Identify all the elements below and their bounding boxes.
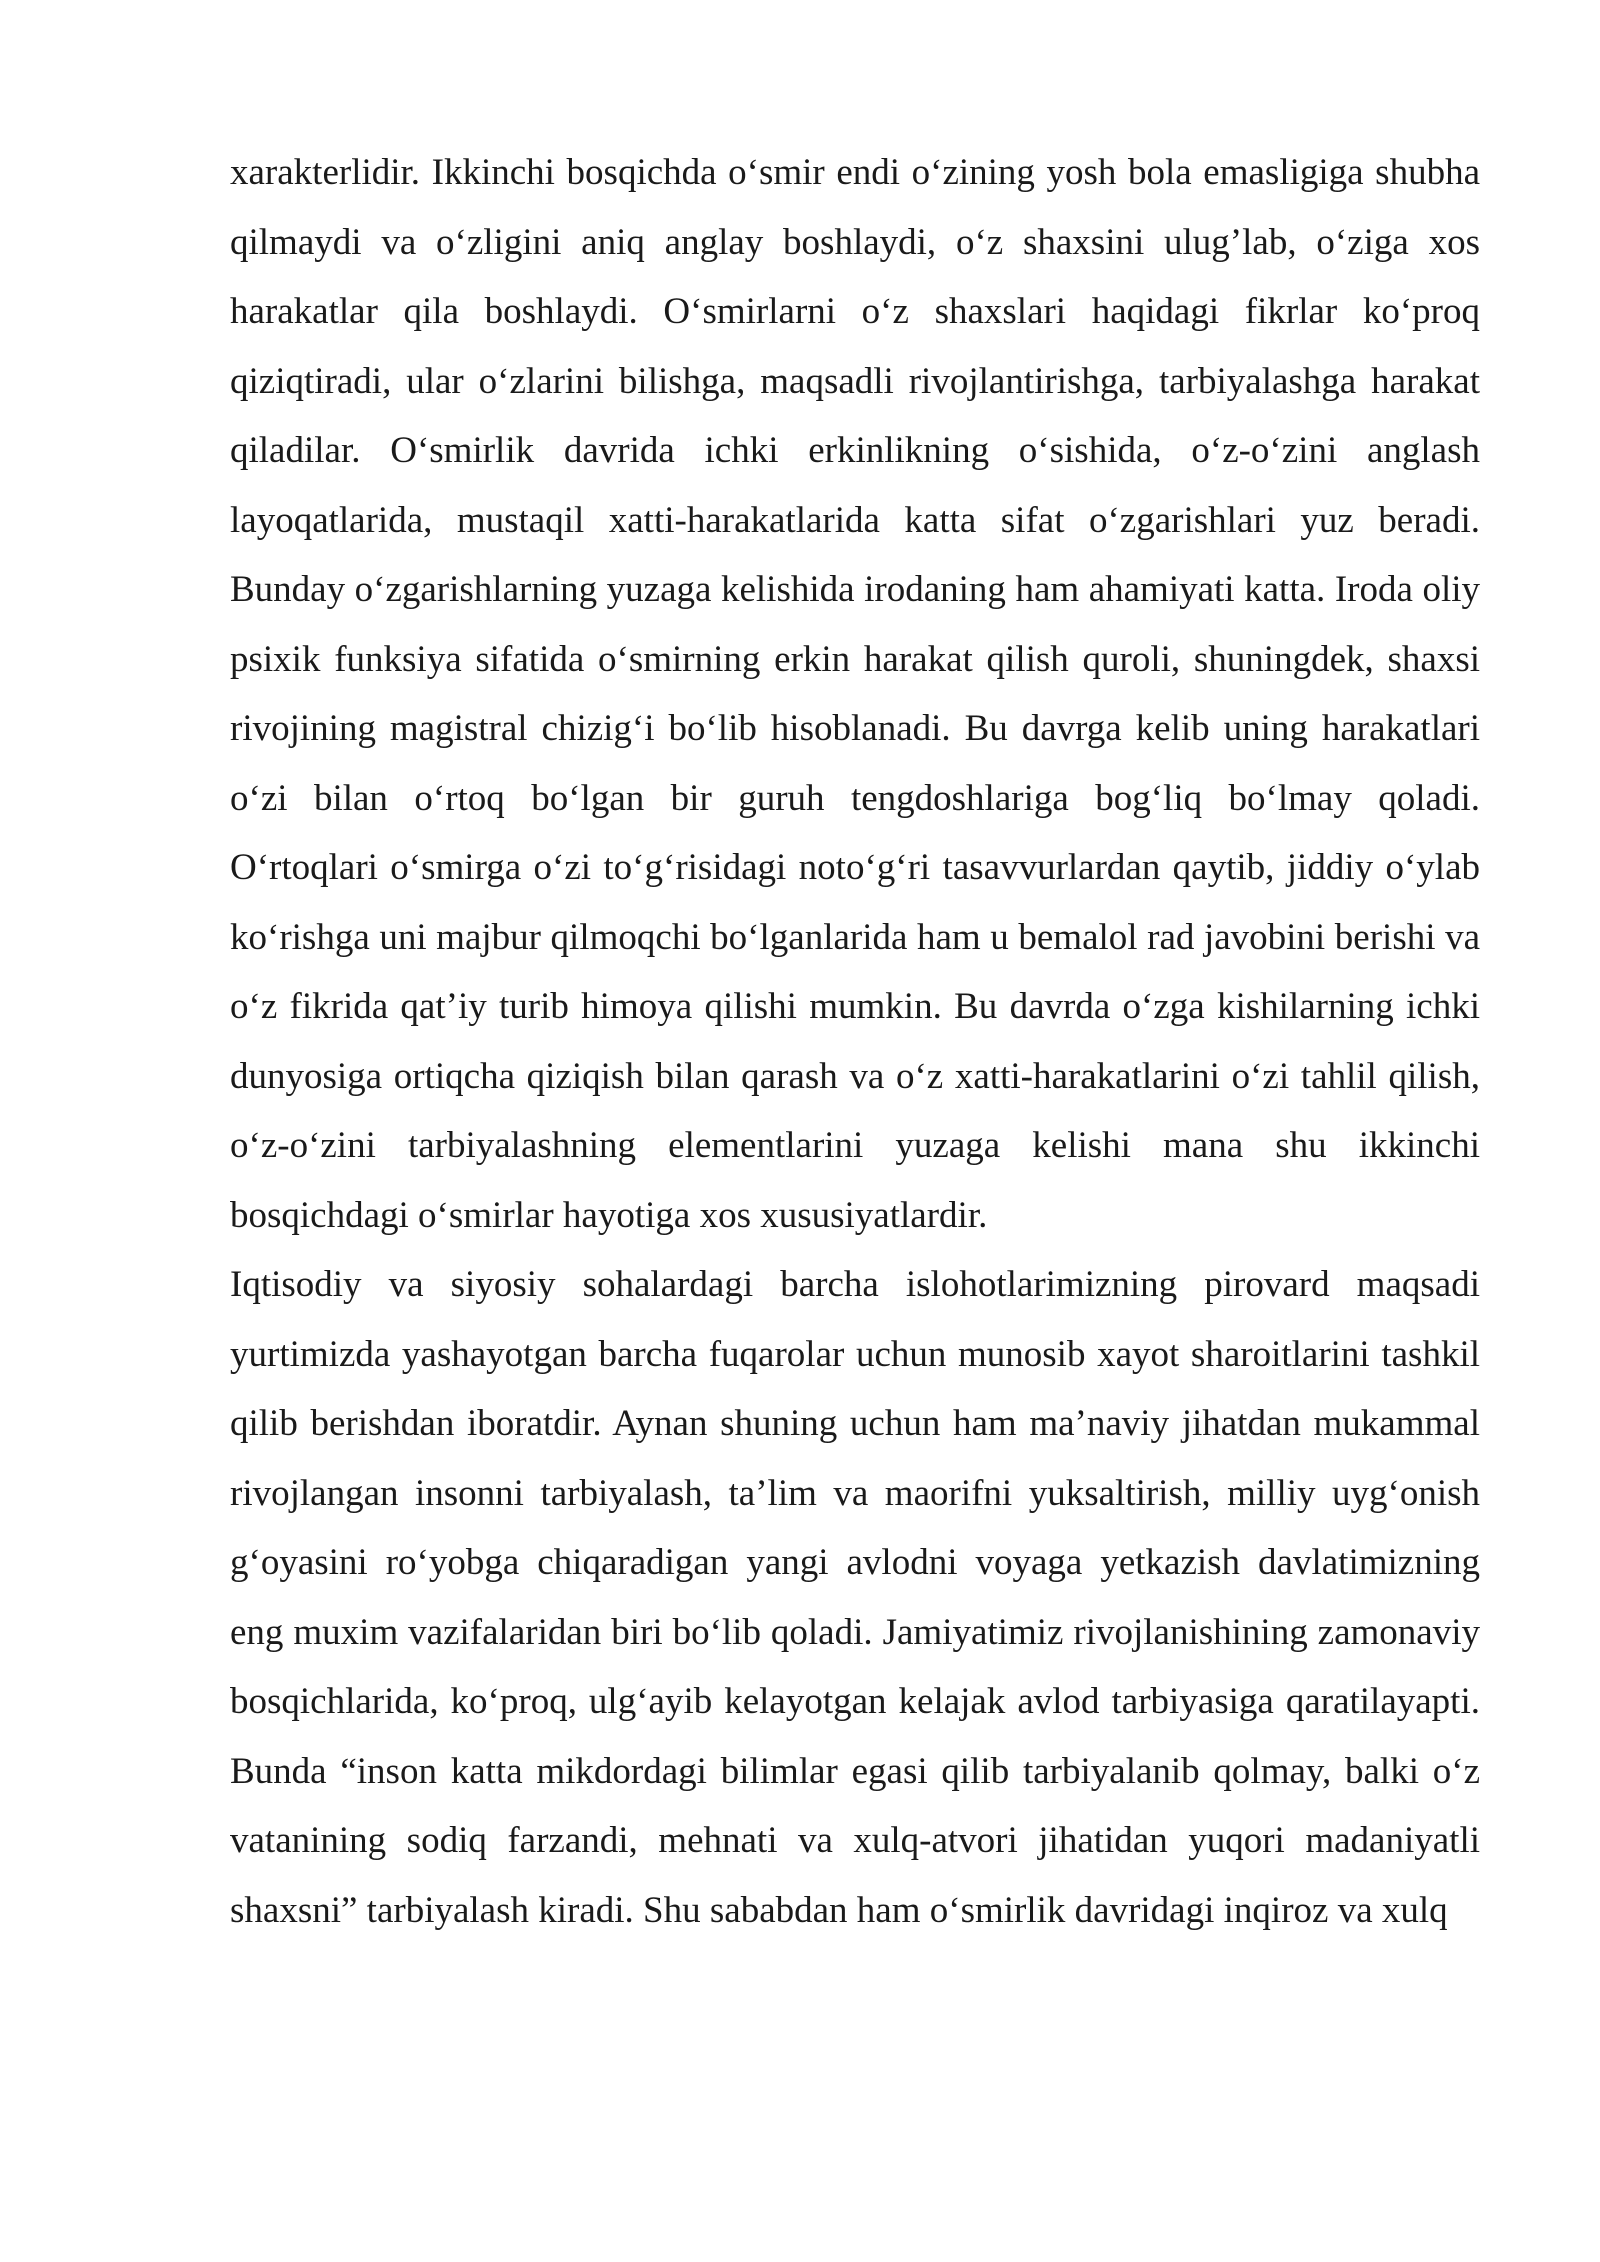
document-body — [230, 138, 1480, 1945]
paragraph-1: xarakterlidir. Ikkinchi bosqichda o‘smir endi o‘zining yosh bola emasligiga shubha qilmaydi va o‘zligini aniq anglay boshlaydi, o‘z shaxsini ulug’lab, o‘ziga xos harakatlar qila boshlaydi. O‘smirlarni o‘z shaxslari haqidagi fikrlar ko‘proq qiziqtiradi, ular o‘zlarini bilishga, maqsadli rivojlantirishga, tarbiyalashga harakat qiladilar. O‘smirlik davrida ichki erkinlikning o‘sishida, o‘z-o‘zini anglash layoqatlarida, mustaqil xatti-harakatlarida katta sifat o‘zgarishlari yuz beradi. Bunday o‘zgarishlarning yuzaga kelishida irodaning ham ahamiyati katta. Iroda oliy psixik funksiya sifatida o‘smirning erkin harakat qilish quroli, shuningdek, shaxsi rivojining magistral chizig‘i bo‘lib hisoblanadi. Bu davrga kelib uning harakatlari o‘zi bilan o‘rtoq bo‘lgan bir guruh tengdoshlariga bog‘liq bo‘lmay qoladi. O‘rtoqlari o‘smirga o‘zi to‘g‘risidagi noto‘g‘ri tasavvurlardan qaytib, jiddiy o‘ylab ko‘rishga uni majbur qilmoqchi bo‘lganlarida ham u bemalol rad javobini berishi va o‘z fikrida qat’iy turib himoya qilishi mumkin. Bu davrda o‘zga kishilarning ichki dunyosiga ortiqcha qiziqish bilan qarash va o‘z xatti-harakatlarini o‘zi tahlil qilish, o‘z-o‘zini tarbiyalashning elementlarini yuzaga kelishi mana shu ikkinchi bosqichdagi o‘smirlar hayotiga xos xususiyatlardir. — [230, 152, 1480, 1236]
paragraph-2: Iqtisodiy va siyosiy sohalardagi barcha islohotlarimizning pirovard maqsadi yurtimizda yashayotgan barcha fuqarolar uchun munosib xayot sharoitlarini tashkil qilib berishdan iboratdir. Aynan shuning uchun ham ma’naviy jihatdan mukammal rivojlangan insonni tarbiyalash, ta’lim va maorifni yuksaltirish, milliy uyg‘onish g‘oyasini ro‘yobga chiqaradigan yangi avlodni voyaga yetkazish davlatimizning eng muxim vazifalaridan biri bo‘lib qoladi. Jamiyatimiz rivojlanishining zamonaviy bosqichlarida, ko‘proq, ulg‘ayib kelayotgan kelajak avlod tarbiyasiga qaratilayapti. Bunda “inson katta mikdordagi bilimlar egasi qilib tarbiyalanib qolmay, balki o‘z vatanining sodiq farzandi, mehnati va xulq-atvori jihatidan yuqori madaniyatli shaxsni” tarbiyalash kiradi. Shu sababdan ham o‘smirlik davridagi inqiroz va xulq — [230, 1264, 1480, 1931]
